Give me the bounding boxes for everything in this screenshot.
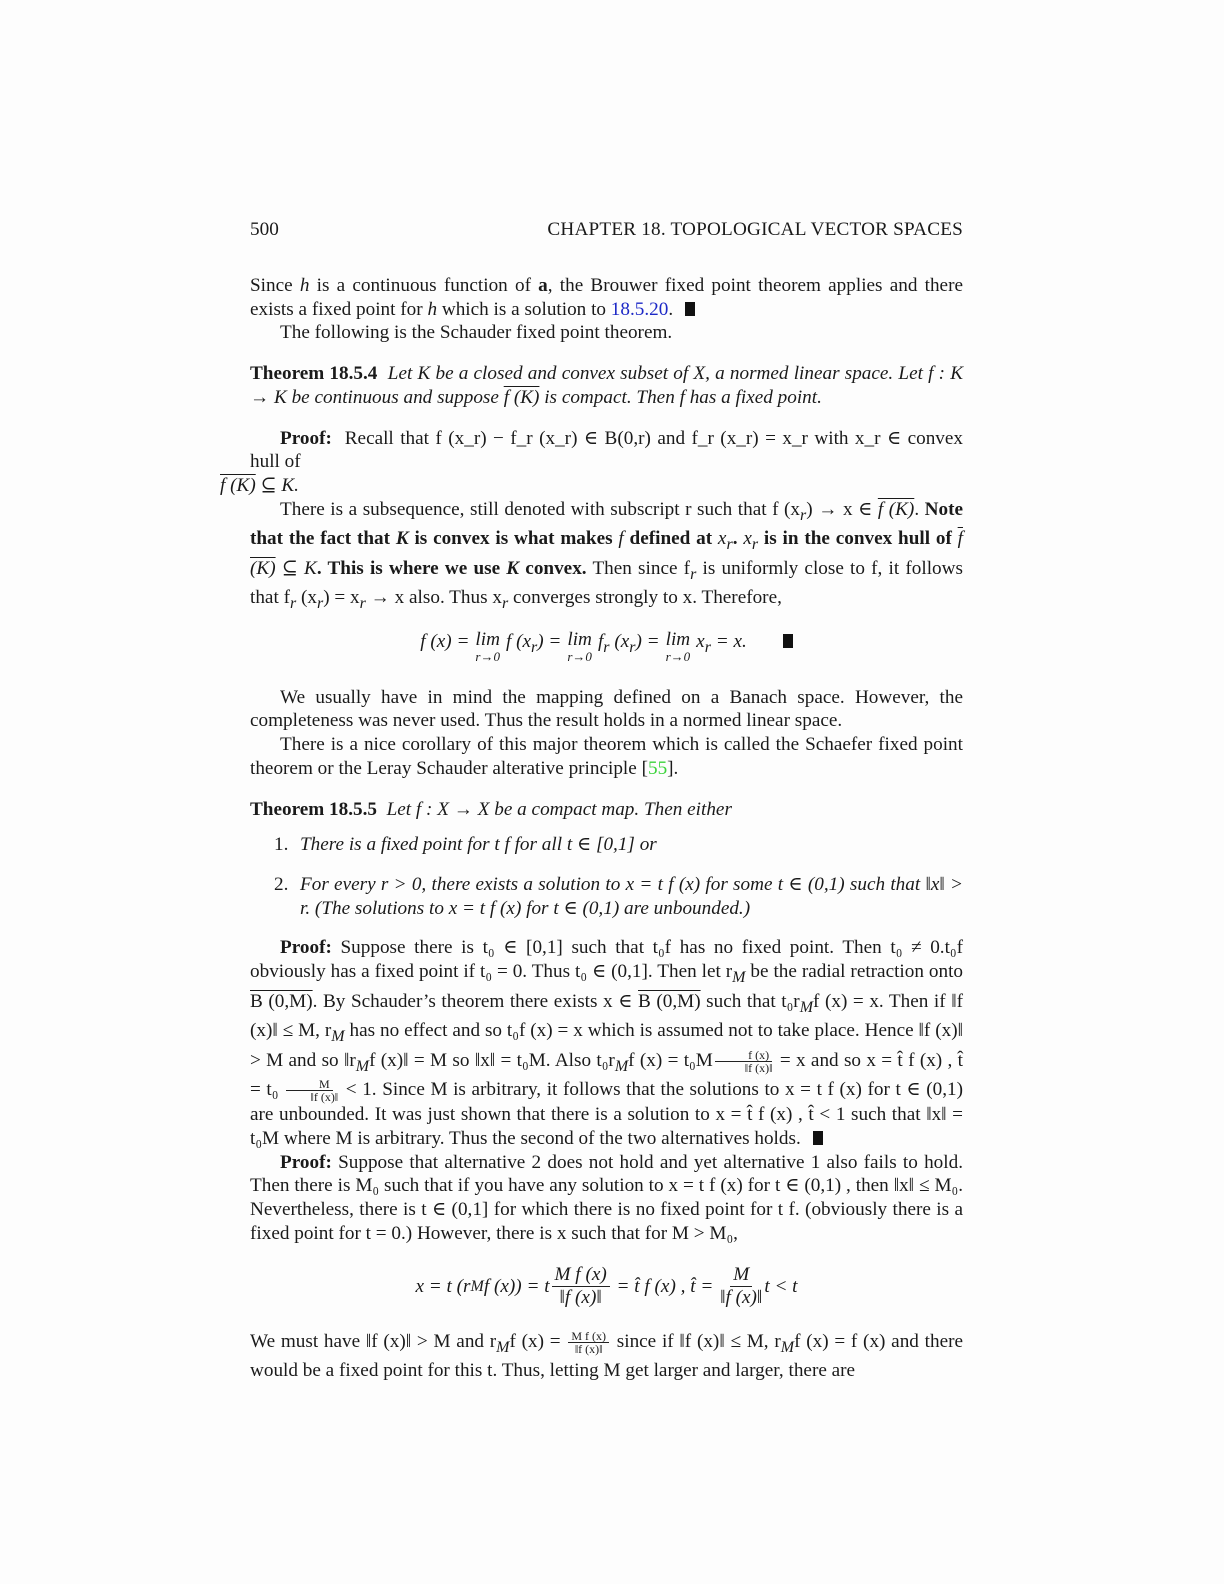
theorem-label: Theorem 18.5.5: [250, 798, 378, 820]
document-page: [220, 218, 964, 1383]
paragraph-subsequence: There is a subsequence, still denoted with subscript r such that f $(x_r) \to x$ ∈ f (K). Note that the fact that K is convex is what makes f defined at $x_r$. $x_r$ is in the convex hull of f (K) ⊆ K. This is where we use K convex. Then since $f_r$ is uniformly close to f, it follows that $f_r$ $(x_r) = x_r \to x$ also. Thus $x_r$ converges strongly to x. Therefore,: [250, 498, 964, 613]
limit-operator: lim r→0: [475, 628, 500, 664]
page-header: [250, 218, 963, 248]
qed-symbol: [783, 634, 793, 648]
proof-label: Proof:: [280, 1151, 332, 1173]
theorem-label: Theorem 18.5.4: [250, 363, 378, 385]
proof-label: Proof:: [280, 937, 332, 959]
citation-link[interactable]: 55: [647, 757, 668, 779]
qed-symbol: [813, 1131, 823, 1145]
list-item: 2. For every r > 0, there exists a solution to x = t f (x) for some t ∈ (0,1) such that ‖x‖ > r. (The solutions to x = t f (x) for t ∈ (0,1) are unbounded.): [274, 873, 963, 919]
paragraph-final: We must have ‖f (x)‖ > M and $r_Mf$ (x) = $\frac{\text{M f (x)}}{‖f (x)‖}$ since if ‖f (x)‖ ≤ M, $r_Mf$ (x) = f (x) and there would be a fixed point for this t. Thus, letting M get larger and larger, there are: [250, 1328, 963, 1382]
theorem-18-5-5: Theorem 18.5.5 Let f : X → X be a compact map. Then either: [250, 798, 732, 820]
proof-label: Proof:: [280, 427, 332, 449]
proof-paragraph-3: Proof: Suppose that alternative 2 does not hold and yet alternative 1 also fails to hold. Then there is M₀ such that if you have any solution to x = t f (x) for t ∈ (0,1) , then ‖x‖ ≤ M₀. Nevertheless, there is t ∈ (0,1] for which there is no fixed point for t f. (obviously there is a fixed point for t = 0.) However, there is x such that for M > M₀,: [250, 1151, 963, 1244]
qed-symbol: [685, 302, 695, 316]
page-number: 500: [250, 219, 279, 240]
display-equation-retraction: x = t (r M f (x)) = t $\frac{\text{M f (x)}}{‖f (x)‖}$ = t̂ f (x) , t̂ = $\frac{M}{‖f (x)‖}$ t < t: [415, 1264, 798, 1309]
theorem-18-5-4: Theorem 18.5.4 Let K be a closed and convex subset of X, a normed linear space. Let f : K → K be continuous and suppose f (K) is compact. Then f has a fixed point.: [250, 363, 963, 408]
chapter-title: CHAPTER 18. TOPOLOGICAL VECTOR SPACES: [547, 219, 963, 240]
display-equation-limit: f (x) = lim r→0 f $(x_r)$ = lim r→0 $f_r$ $(x_r)$ = lim r→0 $x_r = x$.: [250, 630, 963, 676]
paragraph-corollary: There is a nice corollary of this major theorem which is called the Schaefer fixed point theorem or the Leray Schauder alterative principle [55].: [250, 734, 963, 779]
equation-reference-link[interactable]: 18.5.20: [610, 298, 669, 320]
list-item: 1. There is a fixed point for t f for all t ∈ [0,1] or: [274, 834, 657, 856]
proof-paragraph-2: Proof: Suppose there is t₀ ∈ [0,1] such that t₀f has no fixed point. Then t₀ ≠ 0.t₀f obviously has a fixed point if t₀ = 0. Thus t₀ ∈ (0,1]. Then let $r_M$ be the radial retraction onto B (0,M). By Schauder’s theorem there exists x ∈ B (0,M) such that $t_0r_Mf$ (x) = x. Then if ‖f (x)‖ ≤ M, $r_M$ has no effect and so t₀f (x) = x which is assumed not to take place. Hence ‖f (x)‖ > M and so $‖r_Mf$ (x)‖ = M so ‖x‖ = t₀M. Also $t_0r_Mf$ (x) = t₀M $\frac{f (x)}{‖f (x)‖}$ = x and so x = t̂ f (x) , t̂ = t₀ $\frac{M}{‖f (x)‖}$ < 1. Since M is arbitrary, it follows that the solutions to x = t f (x) for t ∈ (0,1) are unbounded. It was just shown that there is a solution to x = t̂ f (x) , t̂ < 1 such that ‖x‖ = t₀M where M is arbitrary. Thus the second of the two alternatives holds.: [250, 937, 963, 1149]
paragraph-intro-schauder: The following is the Schauder fixed point theorem.: [280, 322, 673, 344]
theorem-alternatives-list: [250, 833, 963, 920]
paragraph-banach: We usually have in mind the mapping defined on a Banach space. However, the completeness was never used. Thus the result holds in a normed linear space.: [250, 686, 963, 732]
proof-paragraph-1: Proof: Recall that f (x_r) − f_r (x_r) ∈ B(0,r) and f_r (x_r) = x_r with x_r ∈ convex hull of f (K) ⊆ K.: [220, 427, 963, 496]
paragraph-brouwer: Since h is a continuous function of a, the Brouwer fixed point theorem applies and there exists a fixed point for h which is a solution to 18.5.20.: [250, 275, 963, 320]
